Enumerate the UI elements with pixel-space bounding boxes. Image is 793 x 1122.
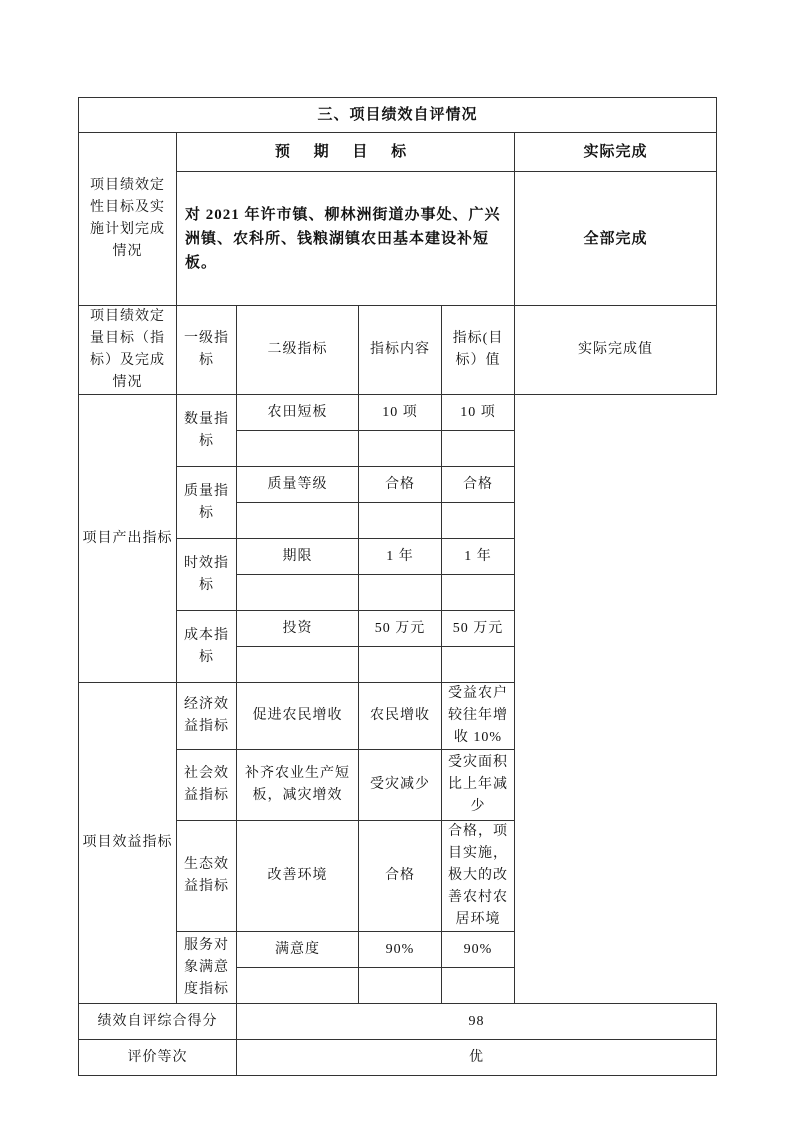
indicator-content: 补齐农业生产短板，减灾增效: [237, 750, 359, 821]
indicator-content: 投资: [237, 611, 359, 647]
quantitative-label: 项目绩效定量目标（指标）及完成情况: [79, 306, 177, 395]
indicator-content: [237, 647, 359, 683]
indicator-content: 质量等级: [237, 467, 359, 503]
indicator-actual: 合格: [442, 467, 515, 503]
level2-indicator: 数量指标: [177, 395, 237, 467]
level2-indicator: 质量指标: [177, 467, 237, 539]
indicator-target: 农民增收: [359, 683, 442, 750]
indicator-actual: 合格，项目实施，极大的改善农村农居环境: [442, 821, 515, 932]
indicator-actual: 10 项: [442, 395, 515, 431]
performance-table: [78, 97, 717, 1076]
indicator-target: 50 万元: [359, 611, 442, 647]
qualitative-label: 项目绩效定性目标及实施计划完成情况: [79, 133, 177, 306]
section-title: 三、项目绩效自评情况: [79, 98, 717, 133]
header-content: 指标内容: [359, 306, 442, 395]
grade-value: 优: [237, 1040, 717, 1076]
indicator-target: 合格: [359, 467, 442, 503]
expected-text: 对 2021 年许市镇、柳林洲街道办事处、广兴洲镇、农科所、钱粮湖镇农田基本建设补短板。: [177, 172, 515, 306]
level2-indicator: 社会效益指标: [177, 750, 237, 821]
indicator-content: 满意度: [237, 932, 359, 968]
header-level1: 一级指标: [177, 306, 237, 395]
indicator-actual: [442, 575, 515, 611]
indicator-content: [237, 968, 359, 1004]
indicator-actual: [442, 503, 515, 539]
indicator-target: [359, 647, 442, 683]
level2-indicator: 成本指标: [177, 611, 237, 683]
indicator-content: 期限: [237, 539, 359, 575]
actual-header: 实际完成: [515, 133, 717, 172]
indicator-target: 90%: [359, 932, 442, 968]
level2-indicator: 服务对象满意度指标: [177, 932, 237, 1004]
indicator-target: [359, 968, 442, 1004]
indicator-target: 10 项: [359, 395, 442, 431]
indicator-target: 1 年: [359, 539, 442, 575]
indicator-content: [237, 575, 359, 611]
indicator-content: [237, 503, 359, 539]
header-target: 指标(目标）值: [442, 306, 515, 395]
indicator-actual: [442, 647, 515, 683]
indicator-content: 改善环境: [237, 821, 359, 932]
actual-text: 全部完成: [515, 172, 717, 306]
indicator-actual: 受灾面积比上年减少: [442, 750, 515, 821]
indicator-actual: [442, 968, 515, 1004]
table-row: [79, 395, 717, 431]
indicator-content: 农田短板: [237, 395, 359, 431]
table-row: [79, 683, 717, 750]
indicator-actual: [442, 431, 515, 467]
expected-header: 预 期 目 标: [177, 133, 515, 172]
indicator-actual: 90%: [442, 932, 515, 968]
level1-indicator: 项目效益指标: [79, 683, 177, 1004]
header-actual: 实际完成值: [515, 306, 717, 395]
indicator-actual: 1 年: [442, 539, 515, 575]
indicator-target: [359, 575, 442, 611]
level2-indicator: 经济效益指标: [177, 683, 237, 750]
indicator-target: 受灾减少: [359, 750, 442, 821]
indicator-content: 促进农民增收: [237, 683, 359, 750]
indicator-target: 合格: [359, 821, 442, 932]
level1-indicator: 项目产出指标: [79, 395, 177, 683]
grade-label: 评价等次: [79, 1040, 237, 1076]
level2-indicator: 时效指标: [177, 539, 237, 611]
indicator-actual: 受益农户较往年增收 10%: [442, 683, 515, 750]
indicator-actual: 50 万元: [442, 611, 515, 647]
indicator-target: [359, 503, 442, 539]
indicator-target: [359, 431, 442, 467]
score-value: 98: [237, 1004, 717, 1040]
level2-indicator: 生态效益指标: [177, 821, 237, 932]
header-level2: 二级指标: [237, 306, 359, 395]
score-label: 绩效自评综合得分: [79, 1004, 237, 1040]
indicator-content: [237, 431, 359, 467]
